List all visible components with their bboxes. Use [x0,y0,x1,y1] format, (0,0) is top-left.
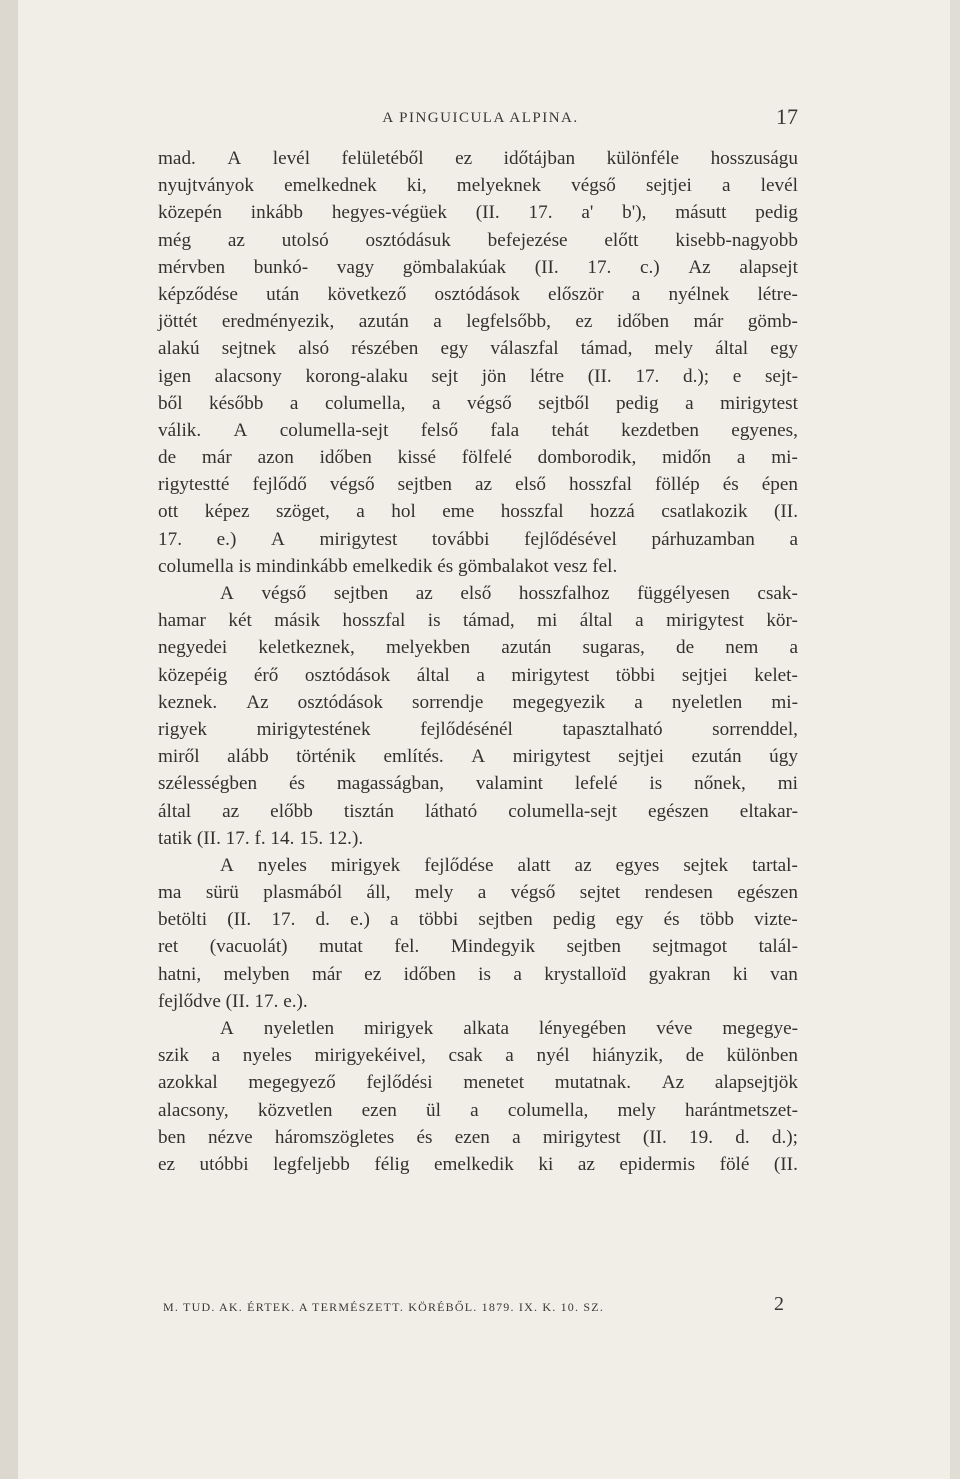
text-line: által az előbb tisztán látható columella-sejt egészen eltakar- [158,800,798,822]
body-text [158,145,798,1178]
text-line: közepén inkább hegyes-végüek (II. 17. a' b'), másutt pedig [158,202,798,224]
text-line: negyedei keletkeznek, melyekben azután sugaras, de nem a [158,637,798,659]
text-line: alakú sejtnek alsó részében egy válaszfal támad, mely által egy [158,338,798,360]
text-line: jöttét eredményezik, azután a legfelsőbb, ez időben már gömb- [158,311,798,333]
text-line: columella is mindinkább emelkedik és gömbalakot vesz fel. [158,555,618,577]
text-line: alacsony, közvetlen ezen ül a columella, mely harántmetszet- [158,1099,798,1121]
text-line: szik a nyeles mirigyekéivel, csak a nyél hiányzik, de különben [158,1045,798,1067]
text-line: válik. A columella-sejt felső fala tehát kezdetben egyenes, [158,419,798,441]
text-line: hamar két másik hosszfal is támad, mi által a mirigytest kör- [158,610,798,632]
text-line: ből később a columella, a végső sejtből pedig a mirigytest [158,392,798,414]
text-line: ma sürü plasmából áll, mely a végső sejtet rendesen egészen [158,882,798,904]
text-line: tatik (II. 17. f. 14. 15. 12.). [158,827,364,849]
signature-line: M. TUD. AK. ÉRTEK. A TERMÉSZETT. KÖRÉBŐL. 1879. IX. K. 10. SZ. [163,1300,605,1314]
text-line: rigytestté fejlődő végső sejtben az első hosszfal föllép és épen [158,474,798,496]
text-line: A nyeles mirigyek fejlődése alatt az egyes sejtek tartal- [220,854,798,876]
text-line: mérvben bunkó- vagy gömbalakúak (II. 17. c.) Az alapsejt [158,256,798,278]
text-line: azokkal megegyező fejlődési menetet mutatnak. Az alapsejtjök [158,1072,798,1094]
text-line: fejlődve (II. 17. e.). [158,990,308,1012]
text-line: közepéig érő osztódások által a mirigytest többi sejtjei kelet- [158,664,798,686]
page-number: 17 [776,104,798,129]
text-line: 17. e.) A mirigytest további fejlődésével párhuzamban a [158,528,798,550]
running-title: A PINGUICULA ALPINA. [382,110,579,126]
text-line: ez utóbbi legfeljebb félig emelkedik ki az epidermis fölé (II. [158,1153,798,1175]
page-header [163,104,798,134]
text-line: betölti (II. 17. d. e.) a többi sejtben pedig egy és több vizte- [158,909,798,931]
text-line: nyujtványok emelkednek ki, melyeknek végső sejtjei a levél [158,175,798,197]
text-line: ret (vacuolát) mutat fel. Mindegyik sejtben sejtmagot talál- [158,936,798,958]
text-line: de már azon időben kissé fölfelé domborodik, midőn a mi- [158,447,798,469]
text-line: hatni, melyben már ez időben is a krystalloïd gyakran ki van [158,963,798,985]
text-line: keznek. Az osztódások sorrendje megegyezik a nyeletlen mi- [158,691,798,713]
text-line: rigyek mirigytestének fejlődésénél tapasztalható sorrenddel, [158,718,798,740]
text-line: mad. A levél felületéből ez időtájban különféle hosszuságu [158,148,798,169]
text-line: szélességben és magasságban, valamint lefelé is nőnek, mi [158,773,798,795]
page-footer [163,1293,798,1323]
text-line: A végső sejtben az első hosszfalhoz függélyesen csak- [220,583,798,604]
text-line: még az utolsó osztódásuk befejezése előtt kisebb-nagyobb [158,229,798,251]
text-line: ben nézve háromszögletes és ezen a mirigytest (II. 19. d. d.); [158,1126,798,1148]
text-line: igen alacsony korong-alaku sejt jön létre (II. 17. d.); e sejt- [158,365,798,387]
signature-mark: 2 [774,1293,784,1315]
text-line: miről alább történik említés. A mirigytest sejtjei ezután úgy [158,746,798,768]
text-line: A nyeletlen mirigyek alkata lényegében véve megegye- [220,1018,798,1039]
text-line: képződése után következő osztódások először a nyélnek létre- [158,283,798,305]
text-line: ott képez szöget, a hol eme hosszfal hozzá csatlakozik (II. [158,501,798,523]
